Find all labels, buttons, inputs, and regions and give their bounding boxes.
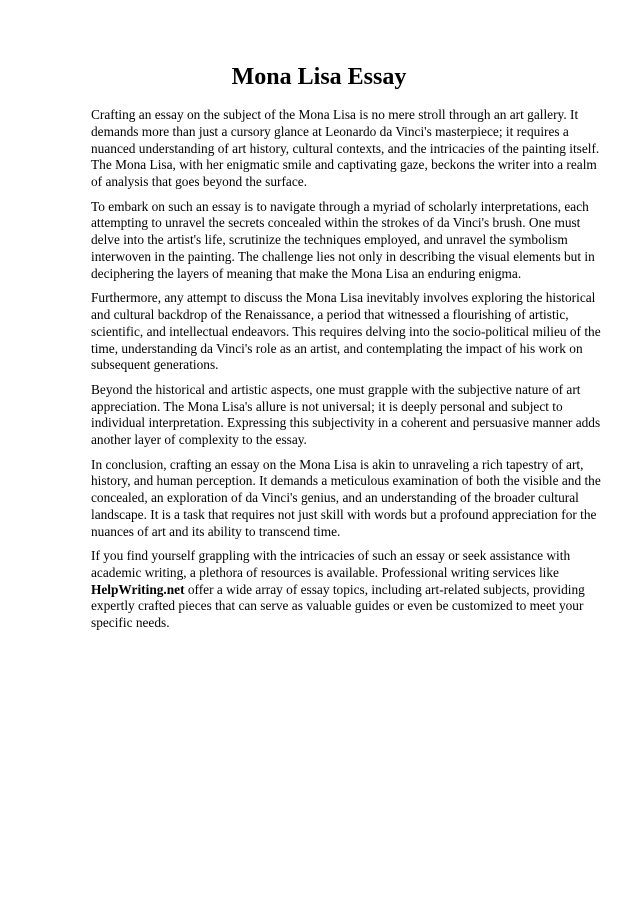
document-body <box>91 107 601 640</box>
paragraph: Furthermore, any attempt to discuss the Mona Lisa inevitably involves exploring the historical and cultural backdrop of the Renaissance, a period that witnessed a flourishing of artistic, scientific, and intellectual endeavors. This requires delving into the socio-political milieu of the time, understanding da Vinci's role as an artist, and contemplating the impact of his work on subsequent generations. <box>91 290 601 373</box>
helpwriting-link[interactable]: HelpWriting.net <box>91 581 185 597</box>
paragraph: To embark on such an essay is to navigate through a myriad of scholarly interpretations, each attempting to unravel the secrets concealed within the strokes of da Vinci's brush. One must delve into the artist's life, scrutinize the techniques employed, and unravel the symbolism interwoven in the painting. The challenge lies not only in describing the visual elements but in deciphering the layers of meaning that make the Mona Lisa an enduring enigma. <box>91 198 595 281</box>
paragraph-final <box>91 548 601 632</box>
paragraph: Beyond the historical and artistic aspects, one must grapple with the subjective nature of art appreciation. The Mona Lisa's allure is not universal; it is deeply personal and subject to individual interpretation. Expressing this subjectivity in a coherent and persuasive manner adds another layer of complexity to the essay. <box>91 381 601 448</box>
paragraph: In conclusion, crafting an essay on the Mona Lisa is akin to unraveling a rich tapestry of art, history, and human perception. It demands a meticulous examination of both the visible and the concealed, an exploration of da Vinci's genius, and an understanding of the broader cultural landscape. It is a task that requires not just skill with words but a profound appreciation for the nuances of art and its ability to transcend time. <box>91 456 601 539</box>
document-title: Mona Lisa Essay <box>231 64 407 90</box>
paragraph-final-text-after: offer a wide array of essay topics, including art-related subjects, providing expertly crafted pieces that can serve as valuable guides or even be customized to meet your specific needs. <box>91 581 585 631</box>
paragraph-final-text-before: If you find yourself grappling with the intricacies of such an essay or seek assistance with academic writing, a plethora of resources is available. Professional writing services like <box>91 548 571 580</box>
paragraph: Crafting an essay on the subject of the Mona Lisa is no mere stroll through an art gallery. It demands more than just a cursory glance at Leonardo da Vinci's masterpiece; it requires a nuanced understanding of art history, cultural contexts, and the intricacies of the painting itself. The Mona Lisa, with her enigmatic smile and captivating gaze, beckons the writer into a realm of analysis that goes beyond the surface. <box>91 107 600 190</box>
